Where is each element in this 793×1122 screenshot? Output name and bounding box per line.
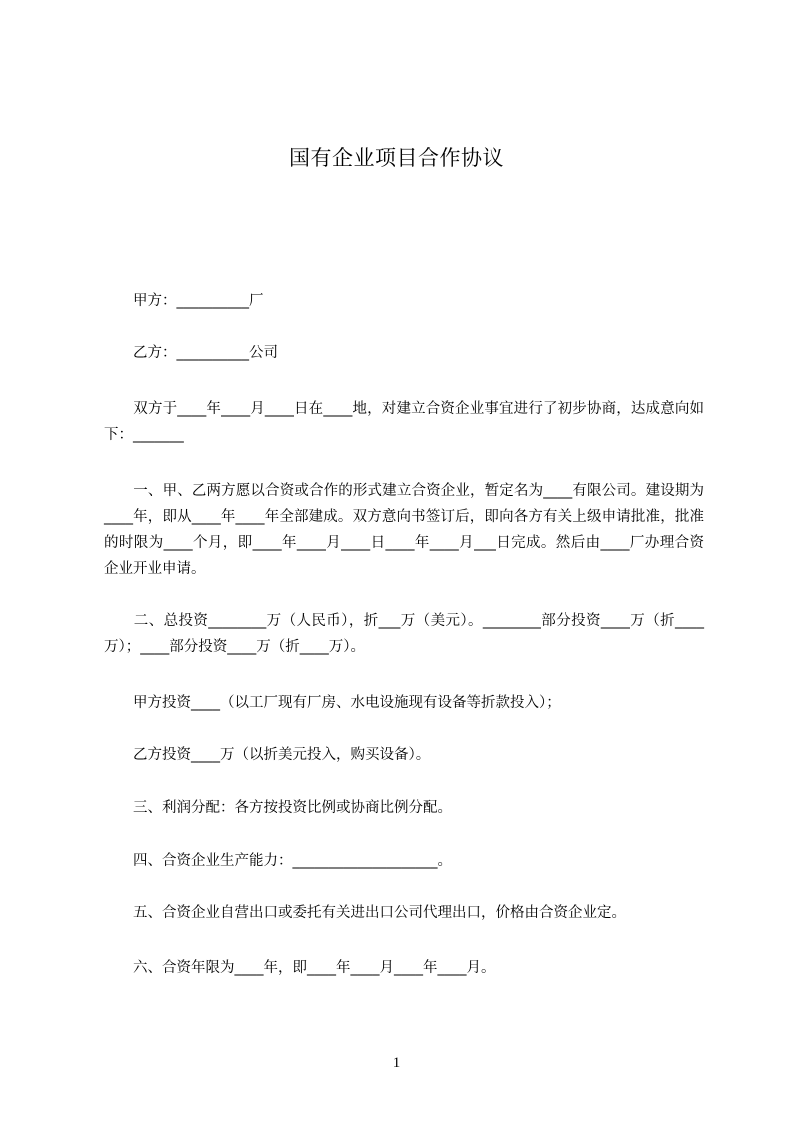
clause-5-line: 五、合资企业自营出口或委托有关进出口公司代理出口，价格由合资企业定。 — [104, 905, 626, 921]
page-number: 1 — [392, 1055, 401, 1071]
clause-4-line: 四、合资企业生产能力：____________________。 — [104, 853, 452, 869]
clause-3-line: 三、利润分配：各方按投资比例或协商比例分配。 — [104, 800, 452, 816]
clause-2-paragraph: 二、总投资________万（人民币），折___万（美元）。________部分投资____万（折____万）；____部分投资____万（折____万）。 — [104, 613, 704, 655]
party-a-investment-line: 甲方投资____（以工厂现有厂房、水电设施现有设备等折款投入）； — [104, 695, 561, 711]
clause-6-line: 六、合资年限为____年，即____年____月____年____月。 — [104, 960, 496, 976]
intro-paragraph: 双方于____年____月____日在____地，对建立合资企业事宜进行了初步协商，达成意向如下：_______ — [104, 401, 704, 443]
clause-1-paragraph: 一、甲、乙两方愿以合资或合作的形式建立合资企业，暂定名为____有限公司。建设期为____年，即从____年____年全部建成。双方意向书签订后，即向各方有关上级申请批准，批准的时限为____个月，即____年____月____日____年____月___日完成。然后由____厂办理合资企业开业申请。 — [104, 483, 704, 577]
party-b-line: 乙方：__________公司 — [104, 345, 278, 361]
party-a-line: 甲方：__________厂 — [104, 293, 264, 309]
document-title: 国有企业项目合作协议 — [289, 146, 504, 170]
party-b-investment-line: 乙方投资____万（以折美元投入，购买设备）。 — [104, 747, 431, 763]
